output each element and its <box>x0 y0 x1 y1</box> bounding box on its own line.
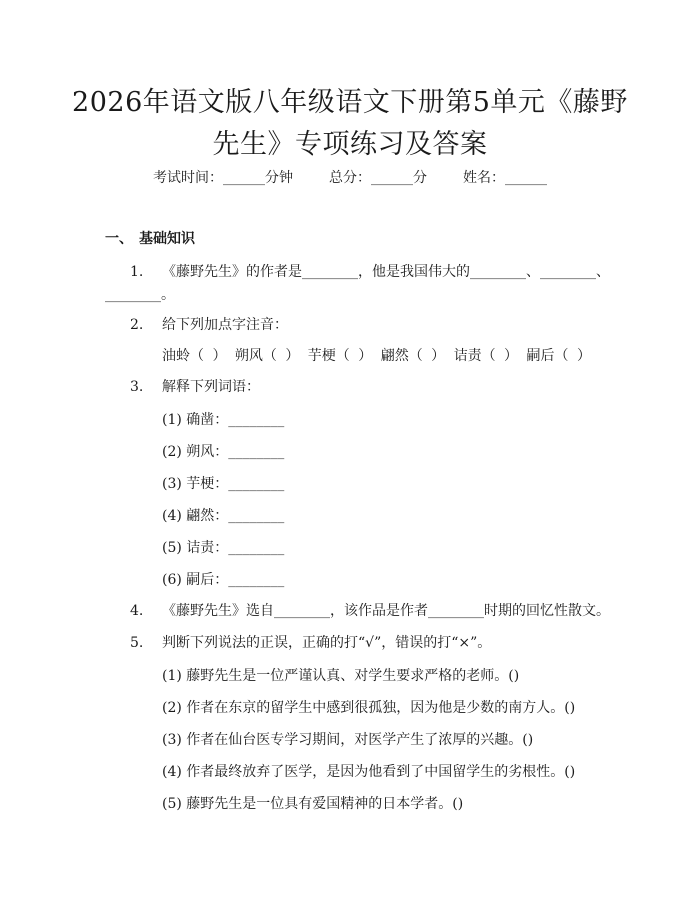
question-text: 判断下列说法的正误，正确的打“√”，错误的打“×”。 <box>162 635 492 651</box>
question-text-continued: ________。 <box>105 287 175 303</box>
exam-meta <box>0 168 700 188</box>
sub-item: (3) 作者在仙台医专学习期间，对医学产生了浓厚的兴趣。() <box>162 732 534 748</box>
question-text: 《藤野先生》选自________，该作品是作者________时期的回忆性散文。 <box>162 603 610 619</box>
question-number: 1. <box>130 264 144 280</box>
question-number: 5. <box>130 635 144 651</box>
exam-time: 考试时间：______分钟 <box>153 170 293 186</box>
question-text: 解释下列词语： <box>162 379 260 395</box>
question-number: 2. <box>130 317 144 333</box>
sub-item: (4) 翩然：________ <box>162 508 285 524</box>
question-number: 3. <box>130 379 144 395</box>
sub-item: (2) 朔风：________ <box>162 444 285 460</box>
question-text: 给下列加点字注音： <box>162 317 288 333</box>
question-number: 4. <box>130 603 144 619</box>
student-name: 姓名：______ <box>463 170 547 186</box>
question-text: 《藤野先生》的作者是________，他是我国伟大的________、________、 <box>162 264 610 280</box>
total-score: 总分：______分 <box>329 170 427 186</box>
section-heading <box>105 229 195 249</box>
sub-item: (1) 确凿：________ <box>162 412 285 428</box>
section-number: 一、 <box>105 231 133 247</box>
sub-item: (1) 藤野先生是一位严谨认真、对学生要求严格的老师。() <box>162 668 520 684</box>
sub-item: (5) 藤野先生是一位具有爱国精神的日本学者。() <box>162 796 464 812</box>
sub-item: (4) 作者最终放弃了医学，是因为他看到了中国留学生的劣根性。() <box>162 764 576 780</box>
sub-item: (3) 芋梗：________ <box>162 476 285 492</box>
page-title: 2026年语文版八年级语文下册第5单元《藤野先生》专项练习及答案 <box>72 87 628 160</box>
sub-item: (2) 作者在东京的留学生中感到很孤独，因为他是少数的南方人。() <box>162 700 576 716</box>
pinyin-word-list: 油蛉（ ） 朔风（ ） 芋梗（ ） 翩然（ ） 诘责（ ） 嗣后（ ） <box>162 348 591 364</box>
sub-item: (5) 诘责：________ <box>162 540 285 556</box>
section-label: 基础知识 <box>139 231 195 247</box>
sub-item: (6) 嗣后：________ <box>162 572 285 588</box>
